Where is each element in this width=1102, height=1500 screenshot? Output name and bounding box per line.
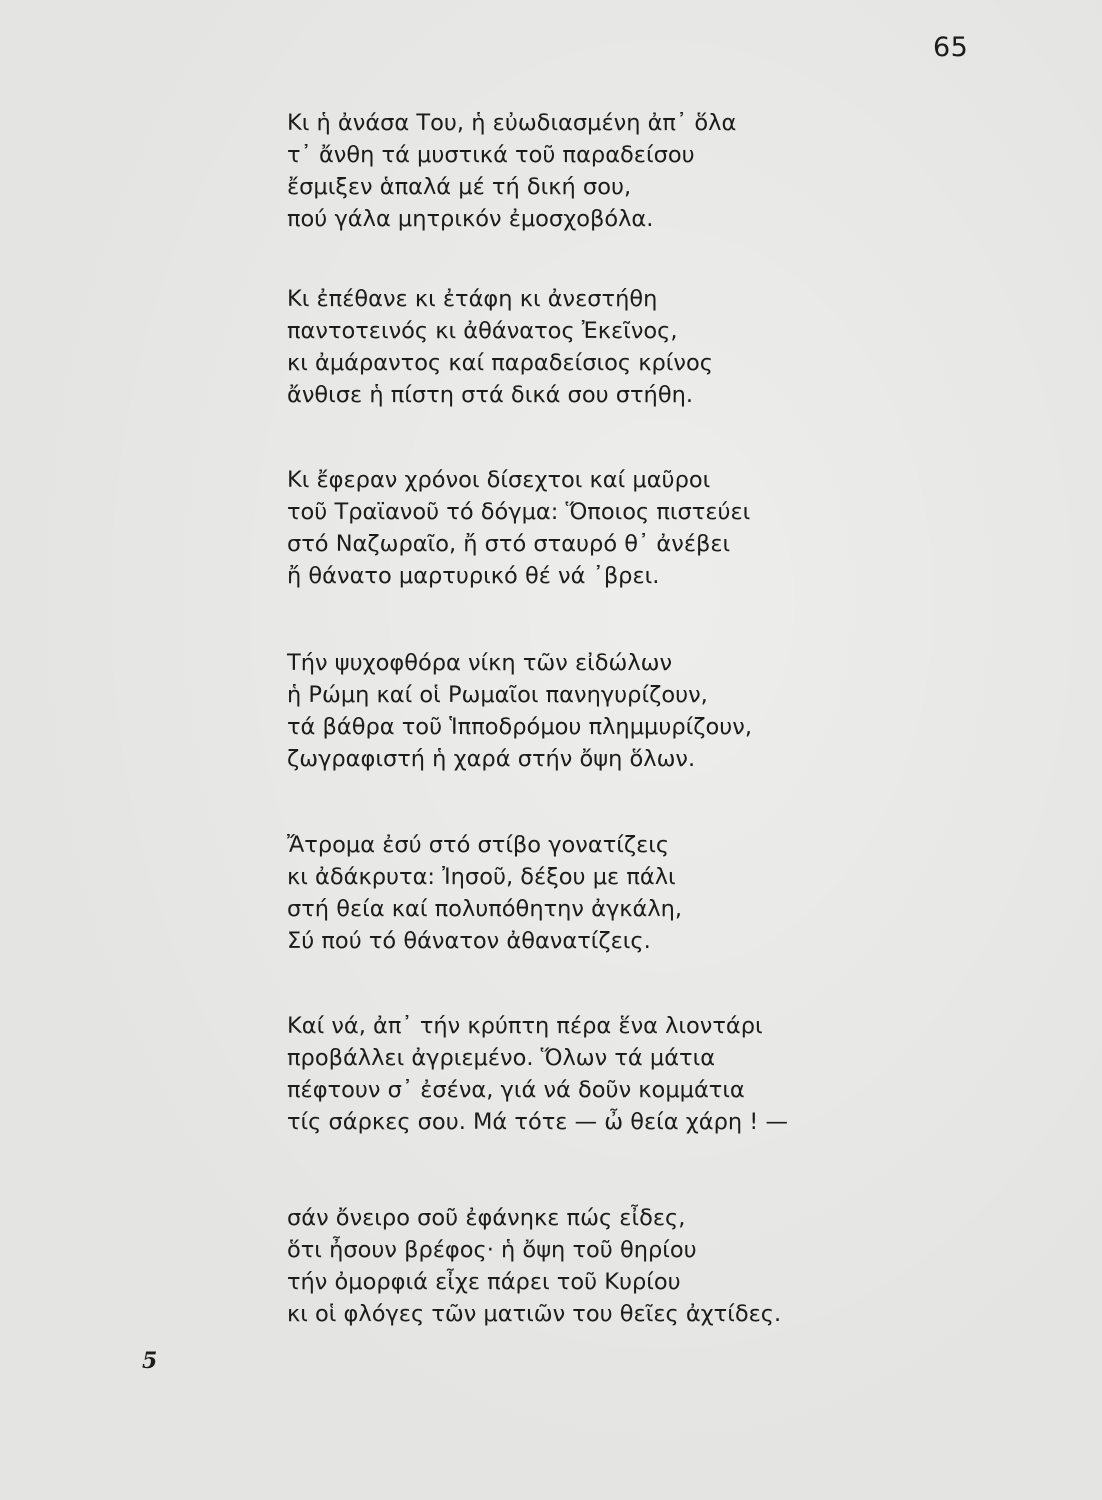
poem-line: Σύ πού τό θάνατον ἀθανατίζεις. <box>287 928 651 954</box>
stanza-2 <box>287 283 713 411</box>
poem-line: Κι ἔφεραν χρόνοι δίσεχτοι καί μαῦροι <box>287 467 711 493</box>
stanza-7 <box>287 1202 781 1330</box>
poem-line: κι ἀδάκρυτα: Ἰησοῦ, δέξου με πάλι <box>287 864 676 890</box>
poem-line: Κι ἐπέθανε κι ἐτάφη κι ἀνεστήθη <box>287 286 658 312</box>
poem-line: τίς σάρκες σου. Μά τότε — ὦ θεία χάρη ! — <box>287 1109 788 1135</box>
poem-line: πέφτουν σ᾿ ἐσένα, γιά νά δοῦν κομμάτια <box>287 1077 745 1103</box>
stanza-5 <box>287 829 682 957</box>
poem-line: πού γάλα μητρικόν ἐμοσχοβόλα. <box>287 206 654 232</box>
poem-line: στή θεία καί πολυπόθητην ἀγκάλη, <box>287 896 683 922</box>
poem-line: παντοτεινός κι ἀθάνατος Ἐκεῖνος, <box>287 318 678 344</box>
stanza-4 <box>287 647 752 775</box>
poem-line: τ᾿ ἄνθη τά μυστικά τοῦ παραδείσου <box>287 142 695 168</box>
signature-mark: 5 <box>142 1348 158 1374</box>
poem-line: ζωγραφιστή ἡ χαρά στήν ὄψη ὅλων. <box>287 746 696 772</box>
poem-line: Καί νά, ἀπ᾿ τήν κρύπτη πέρα ἕνα λιοντάρι <box>287 1013 763 1039</box>
stanza-6 <box>287 1010 788 1138</box>
poem-line: ὅτι ἦσουν βρέφος· ἡ ὄψη τοῦ θηρίου <box>287 1237 697 1263</box>
poem-line: Τήν ψυχοφθόρα νίκη τῶν εἰδώλων <box>287 650 673 676</box>
poem-line: Ἄτρομα ἐσύ στό στίβο γονατίζεις <box>287 832 670 858</box>
poem-line: ἄνθισε ἡ πίστη στά δικά σου στήθη. <box>287 382 693 408</box>
poem-line: ἔσμιξεν ἁπαλά μέ τή δική σου, <box>287 174 632 200</box>
poem-line: προβάλλει ἀγριεμένο. Ὅλων τά μάτια <box>287 1045 716 1071</box>
poem-line: κι ἀμάραντος καί παραδείσιος κρίνος <box>287 350 713 376</box>
poem-line: ἡ Ρώμη καί οἱ Ρωμαῖοι πανηγυρίζουν, <box>287 682 708 708</box>
poem-line: στό Ναζωραῖο, ἤ στό σταυρό θ᾿ ἀνέβει <box>287 531 731 557</box>
poem-line: ἤ θάνατο μαρτυρικό θέ νά ᾿βρει. <box>287 563 660 589</box>
page-number: 65 <box>933 32 969 63</box>
poem-line: τοῦ Τραϊανοῦ τό δόγμα: Ὅποιος πιστεύει <box>287 499 751 525</box>
poem-line: Κι ἡ ἀνάσα Του, ἡ εὐωδιασμένη ἀπ᾿ ὅλα <box>287 110 737 136</box>
poem-line: κι οἱ φλόγες τῶν ματιῶν του θεῖες ἀχτίδες. <box>287 1301 782 1327</box>
stanza-3 <box>287 464 750 592</box>
poem-line: τήν ὀμορφιά εἶχε πάρει τοῦ Κυρίου <box>287 1269 681 1295</box>
poem-line: σάν ὄνειρο σοῦ ἐφάνηκε πώς εἶδες, <box>287 1205 686 1231</box>
poem-line: τά βάθρα τοῦ Ἱπποδρόμου πλημμυρίζουν, <box>287 714 752 740</box>
stanza-1 <box>287 107 736 235</box>
